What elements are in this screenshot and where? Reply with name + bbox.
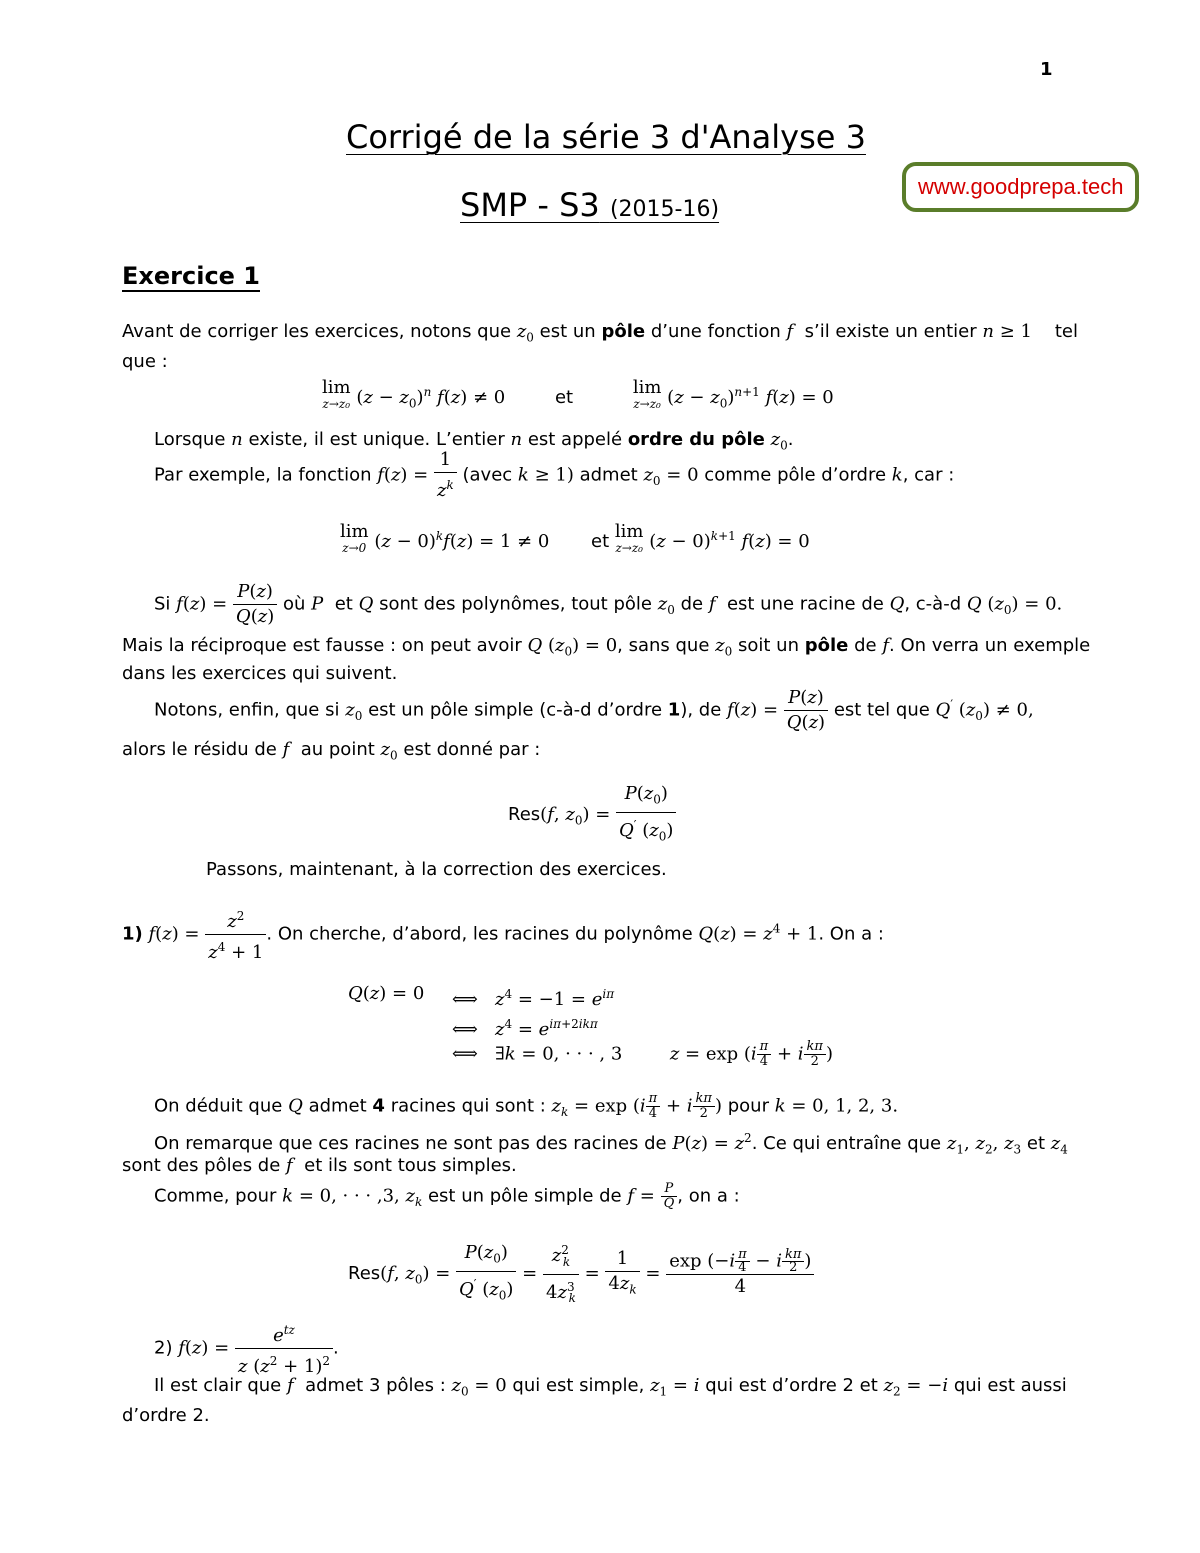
passons-line: Passons, maintenant, à la correction des exercices. bbox=[206, 859, 667, 880]
lorsque-line: Lorsque n existe, il est unique. L’entier n est appelé ordre du pôle $z_0$. bbox=[154, 429, 794, 453]
subtitle-year: (2015-16) bbox=[609, 197, 720, 222]
intro-line-1: Avant de corriger les exercices, notons que $z_0$ est un pôle d’une fonction f s’il existe un entier n ≥ 1 tel bbox=[122, 321, 1078, 345]
equivalence-line-2: ⟺ $z^4 = e^{i\pi+2ik\pi}$ bbox=[452, 1017, 598, 1040]
page-number: 1 bbox=[1040, 59, 1053, 80]
equivalence-line-3: ⟺ ∃k = 0, · · · , 3 z = exp (i $\frac{\pi}{4}$ + i $\frac{k\pi}{2}$ ) bbox=[452, 1039, 833, 1069]
intro-line-2: que : bbox=[122, 351, 168, 372]
question-1-line: 1) f(z) = $\frac{z^2}{z^4 + 1}$ . On cherche, d’abord, les racines du polynôme $Q(z) = z^4 + 1$. On a : bbox=[122, 904, 884, 965]
equation-limit-definition: lim z→z₀ $(z - z_0)^n$ f(z) ≠ 0 et lim z→z₀ $(z - z_0)^{n+1}$ f(z) = 0 bbox=[322, 377, 834, 411]
equation-limit-example: lim z→0 $(z - 0)^kf(z) = 1 \ne 0$ et lim z→z₀ $(z - 0)^{k+1}$ f(z) = 0 bbox=[340, 521, 810, 555]
comme-line: Comme, pour k = 0, · · · ,3, $z_k$ est un pôle simple de f = $\frac{P}{Q}$ , on a : bbox=[154, 1181, 740, 1211]
subtitle-main: SMP - S3 bbox=[460, 186, 600, 224]
equivalence-line-1: Q(z) = 0 bbox=[348, 983, 425, 1004]
page-title: Corrigé de la série 3 d'Analyse 3 bbox=[346, 118, 866, 156]
clair-line-1: Il est clair que f admet 3 pôles : $z_0 = 0$ qui est simple, $z_1 = i$ qui est d’ordre 2 et $z_2 = -i$ qui est aussi bbox=[154, 1375, 1067, 1399]
equation-residue-computation: Res(f, $z_0$) = $\frac{P(z_0)}{Q' (z_0)}$ = $\frac{z^2_k}{4z^3_k}$ = $\frac{1}{4z_k}$ = exp (−i $\frac{\pi}{4}$ − i $\frac{k\pi}{2}$ ) 4 bbox=[348, 1238, 814, 1310]
mais-line-2: dans les exercices qui suivent. bbox=[122, 663, 398, 684]
notons-line: Notons, enfin, que si $z_0$ est un pôle simple (c-à-d d’ordre 1), de f(z) = $\frac{P(z)}{Q(z)}$ est tel que Q′ $(z_0) \ne 0$, bbox=[154, 687, 1034, 733]
clair-line-2: d’ordre 2. bbox=[122, 1405, 210, 1426]
deduit-line: On déduit que Q admet 4 racines qui sont : $z_k = \exp (i$ $\frac{\pi}{4}$ + i $\frac{k\pi}{2}$ ) pour k = 0, 1, 2, 3. bbox=[154, 1091, 899, 1121]
remarque-line-2: sont des pôles de f et ils sont tous simples. bbox=[122, 1155, 517, 1176]
alors-line: alors le résidu de f au point $z_0$ est donné par : bbox=[122, 739, 541, 763]
watermark-badge: www.goodprepa.tech bbox=[902, 162, 1139, 212]
question-2-line: 2) f(z) = $\frac{e^{tz}}{z (z^2 + 1)^2}$ . bbox=[154, 1318, 339, 1379]
mais-line-1: Mais la réciproque est fausse : on peut avoir Q $(z_0) = 0$, sans que $z_0$ soit un pôle de f. On verra un exemple bbox=[122, 635, 1091, 659]
page-subtitle bbox=[460, 186, 719, 224]
exemple-line: Par exemple, la fonction f(z) = $\frac{1}{z^k}$ (avec k ≥ 1) admet $z_0 = 0$ comme pôle d’ordre k, car : bbox=[154, 449, 955, 501]
section-heading-exercise-1: Exercice 1 bbox=[122, 262, 260, 290]
equivalence-line-1-rhs: ⟺ $z^4 = -1 = e^{i\pi}$ bbox=[452, 987, 615, 1010]
remarque-line-1: On remarque que ces racines ne sont pas des racines de $P(z) = z^2$. Ce qui entraîne que $z_1$, $z_2$, $z_3$ et $z_4$ bbox=[154, 1131, 1068, 1157]
si-line: Si f(z) = $\frac{P(z)}{Q(z)}$ où P et Q sont des polynômes, tout pôle $z_0$ de f est une racine de Q, c-à-d Q $(z_0) = 0$. bbox=[154, 581, 1063, 627]
equation-residue-formula: Res(f, $z_0$) = $\frac{P(z_0)}{Q' (z_0)}$ bbox=[508, 782, 676, 848]
